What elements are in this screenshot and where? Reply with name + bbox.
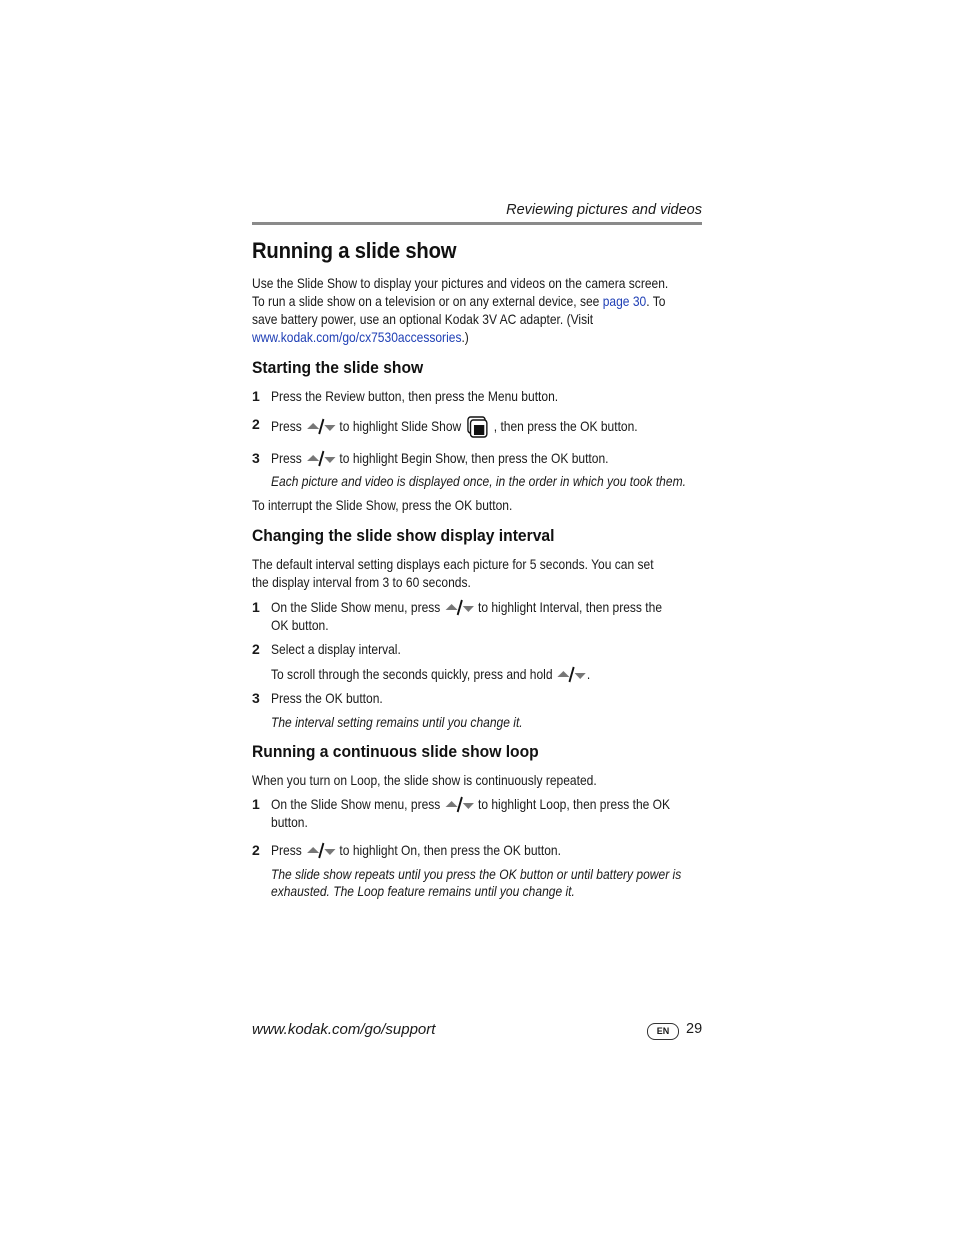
support-link[interactable]: www.kodak.com/go/support — [252, 1021, 436, 1038]
step-text-part: to highlight Begin Show, then press the OK button. — [339, 450, 609, 466]
slide-show-icon — [466, 415, 488, 439]
running-header: Reviewing pictures and videos — [506, 202, 702, 218]
step-number: 3 — [252, 690, 260, 706]
step-text-part: Press — [271, 450, 302, 466]
section-heading-starting: Starting the slide show — [252, 358, 424, 377]
intro-line-3: save battery power, use an optional Kodak 3V AC adapter. (Visit — [252, 311, 594, 327]
interval-intro-1: The default interval setting displays each picture for 5 seconds. You can set — [252, 556, 654, 572]
up-down-arrows-icon — [444, 598, 475, 616]
step-text: Select a display interval. — [271, 641, 401, 657]
step-text — [271, 449, 609, 467]
step-text-part: . — [586, 666, 591, 682]
interrupt-text: To interrupt the Slide Show, press the OK button. — [252, 497, 513, 513]
page-number: 29 — [686, 1021, 703, 1037]
step-text-part: Press — [271, 842, 302, 858]
step-text-part: To scroll through the seconds quickly, press and hold — [271, 666, 553, 682]
step-text-part: Press — [271, 418, 302, 434]
up-down-arrows-icon — [305, 417, 336, 435]
intro-line-2 — [252, 292, 665, 310]
up-down-arrows-icon — [305, 449, 336, 467]
step-number: 1 — [252, 388, 260, 404]
step-text — [271, 598, 662, 616]
up-down-arrows-icon — [305, 841, 336, 859]
step-note: The interval setting remains until you change it. — [271, 714, 523, 730]
step-text-part: to highlight Slide Show — [339, 418, 462, 434]
up-down-arrows-icon — [556, 665, 587, 683]
step-text-part: On the Slide Show menu, press — [271, 599, 441, 615]
language-badge: EN — [647, 1023, 679, 1040]
step-text-cont: OK button. — [271, 617, 329, 633]
page-title: Running a slide show — [252, 238, 457, 263]
intro-text: To run a slide show on a television or on any external device, see — [252, 293, 603, 309]
step-text — [271, 415, 638, 439]
intro-text: .) — [461, 329, 469, 345]
step-text: Press the Review button, then press the Menu button. — [271, 388, 559, 404]
step-number: 2 — [252, 641, 260, 657]
step-note-2: exhausted. The Loop feature remains until you change it. — [271, 883, 575, 899]
page-30-link[interactable]: page 30 — [602, 293, 647, 309]
interval-intro-2: the display interval from 3 to 60 seconds. — [252, 574, 471, 590]
loop-intro: When you turn on Loop, the slide show is continuously repeated. — [252, 772, 597, 788]
section-heading-loop: Running a continuous slide show loop — [252, 742, 539, 761]
step-number: 3 — [252, 450, 260, 466]
step-note-1: The slide show repeats until you press the OK button or until battery power is — [271, 866, 682, 882]
step-number: 2 — [252, 416, 260, 432]
step-text-part: to highlight Loop, then press the OK — [477, 796, 671, 812]
step-text-part: , then press the OK button. — [493, 418, 638, 434]
step-text-cont: button. — [271, 814, 308, 830]
intro-line-4 — [252, 328, 469, 346]
up-down-arrows-icon — [444, 795, 475, 813]
step-text — [271, 841, 561, 859]
step-note: Each picture and video is displayed once, in the order in which you took them. — [271, 473, 686, 489]
section-heading-interval: Changing the slide show display interval — [252, 526, 555, 545]
intro-line-1: Use the Slide Show to display your pictures and videos on the camera screen. — [252, 275, 669, 291]
header-rule — [252, 222, 702, 225]
step-text-part: On the Slide Show menu, press — [271, 796, 441, 812]
step-subtext — [271, 665, 590, 683]
step-number: 2 — [252, 842, 260, 858]
step-text-part: to highlight Interval, then press the — [477, 599, 663, 615]
accessories-link[interactable]: www.kodak.com/go/cx7530accessories — [252, 329, 462, 345]
step-text-part: to highlight On, then press the OK button. — [339, 842, 561, 858]
step-text: Press the OK button. — [271, 690, 383, 706]
step-text — [271, 795, 670, 813]
intro-text: . To — [646, 293, 666, 309]
step-number: 1 — [252, 796, 260, 812]
step-number: 1 — [252, 599, 260, 615]
